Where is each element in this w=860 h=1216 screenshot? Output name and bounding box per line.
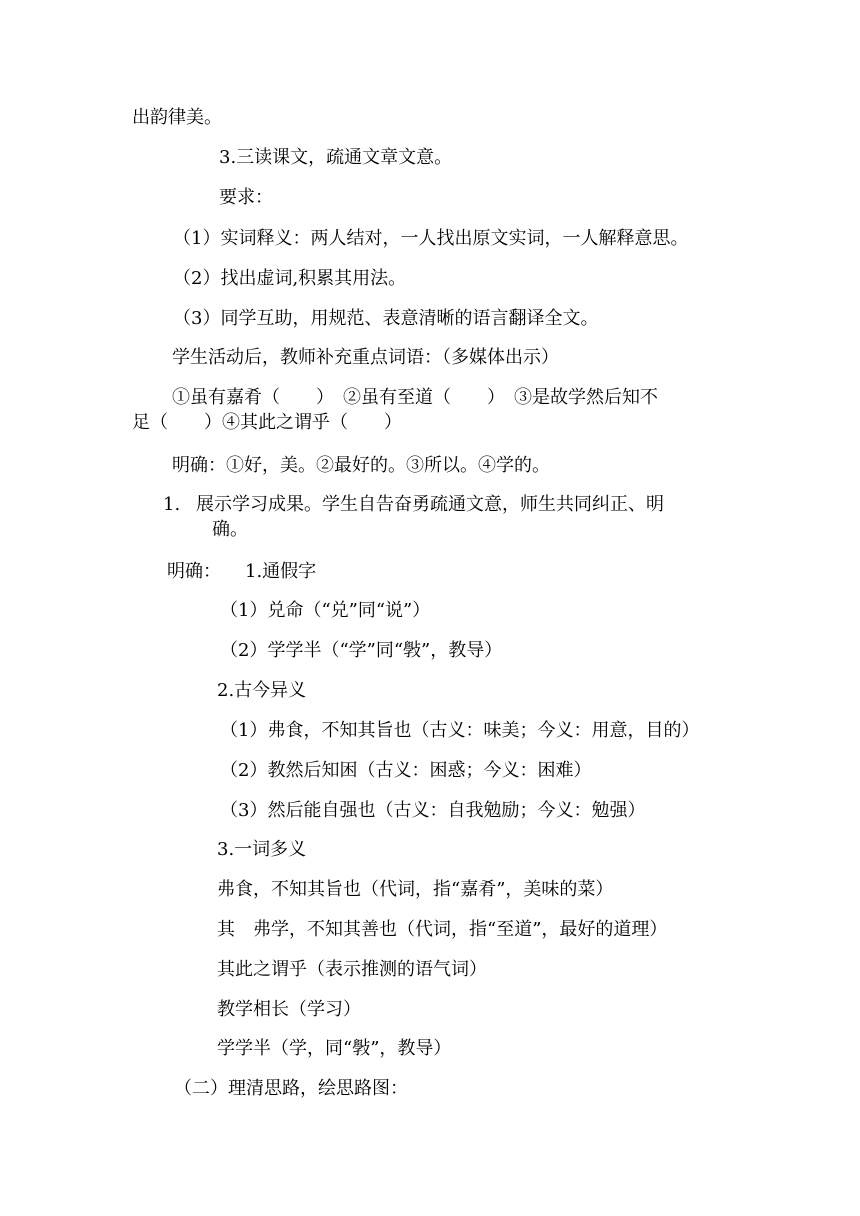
text-line: 其此之谓乎（表示推测的语气词） xyxy=(217,959,487,980)
subsection-heading: 3.一词多义 xyxy=(217,839,307,860)
text-line: 学生活动后，教师补充重点词语：（多媒体出示） xyxy=(172,347,559,368)
text-line: （1）兑命（“兑”同“说”） xyxy=(220,600,431,621)
list-item-text: 展示学习成果。学生自告奋勇疏通文意，师生共同纠正、明 xyxy=(196,494,664,515)
text-line: 弗食，不知其旨也（代词，指“嘉肴”，美味的菜） xyxy=(217,879,614,900)
answer-line: 明确：①好，美。②最好的。③所以。④学的。 xyxy=(172,455,550,476)
text-line: （2）教然后知困（古义：困惑；今义：困难） xyxy=(220,760,592,781)
section-heading: 3.三读课文，疏通文章文意。 xyxy=(219,147,453,168)
vocabulary-question-line: ①虽有嘉肴（ ） ②虽有至道（ ） ③是故学然后知不 xyxy=(172,387,658,408)
text-line: （1）弗食，不知其旨也（古义：味美；今义：用意，目的） xyxy=(220,720,700,741)
text-line: 其 弗学，不知其善也（代词，指“至道”，最好的道理） xyxy=(217,919,668,940)
text-line: 出韵律美。 xyxy=(132,107,222,128)
answer-label: 明确： xyxy=(167,561,221,582)
requirement-item: （2）找出虚词,积累其用法。 xyxy=(173,268,407,289)
text-line: 教学相长（学习） xyxy=(217,999,361,1020)
requirement-item: （3）同学互助，用规范、表意清晰的语言翻译全文。 xyxy=(173,308,599,329)
subsection-heading: 1.通假字 xyxy=(245,561,317,582)
vocabulary-question-line: 足（ ）④其此之谓乎（ ） xyxy=(132,412,402,433)
text-line: 学学半（学，同“斅”，教导） xyxy=(217,1038,452,1059)
text-line: （2）学学半（“学”同“斅”，教导） xyxy=(220,640,503,661)
section-heading: （二）理清思路，绘思路图： xyxy=(174,1078,408,1099)
text-line: 要求： xyxy=(219,187,273,208)
list-number: 1. xyxy=(163,494,181,515)
text-line: （3）然后能自强也（古义：自我勉励；今义：勉强） xyxy=(220,800,646,821)
requirement-item: （1）实词释义：两人结对，一人找出原文实词，一人解释意思。 xyxy=(173,228,689,249)
subsection-heading: 2.古今异义 xyxy=(217,680,307,701)
list-item-text: 确。 xyxy=(212,519,248,540)
